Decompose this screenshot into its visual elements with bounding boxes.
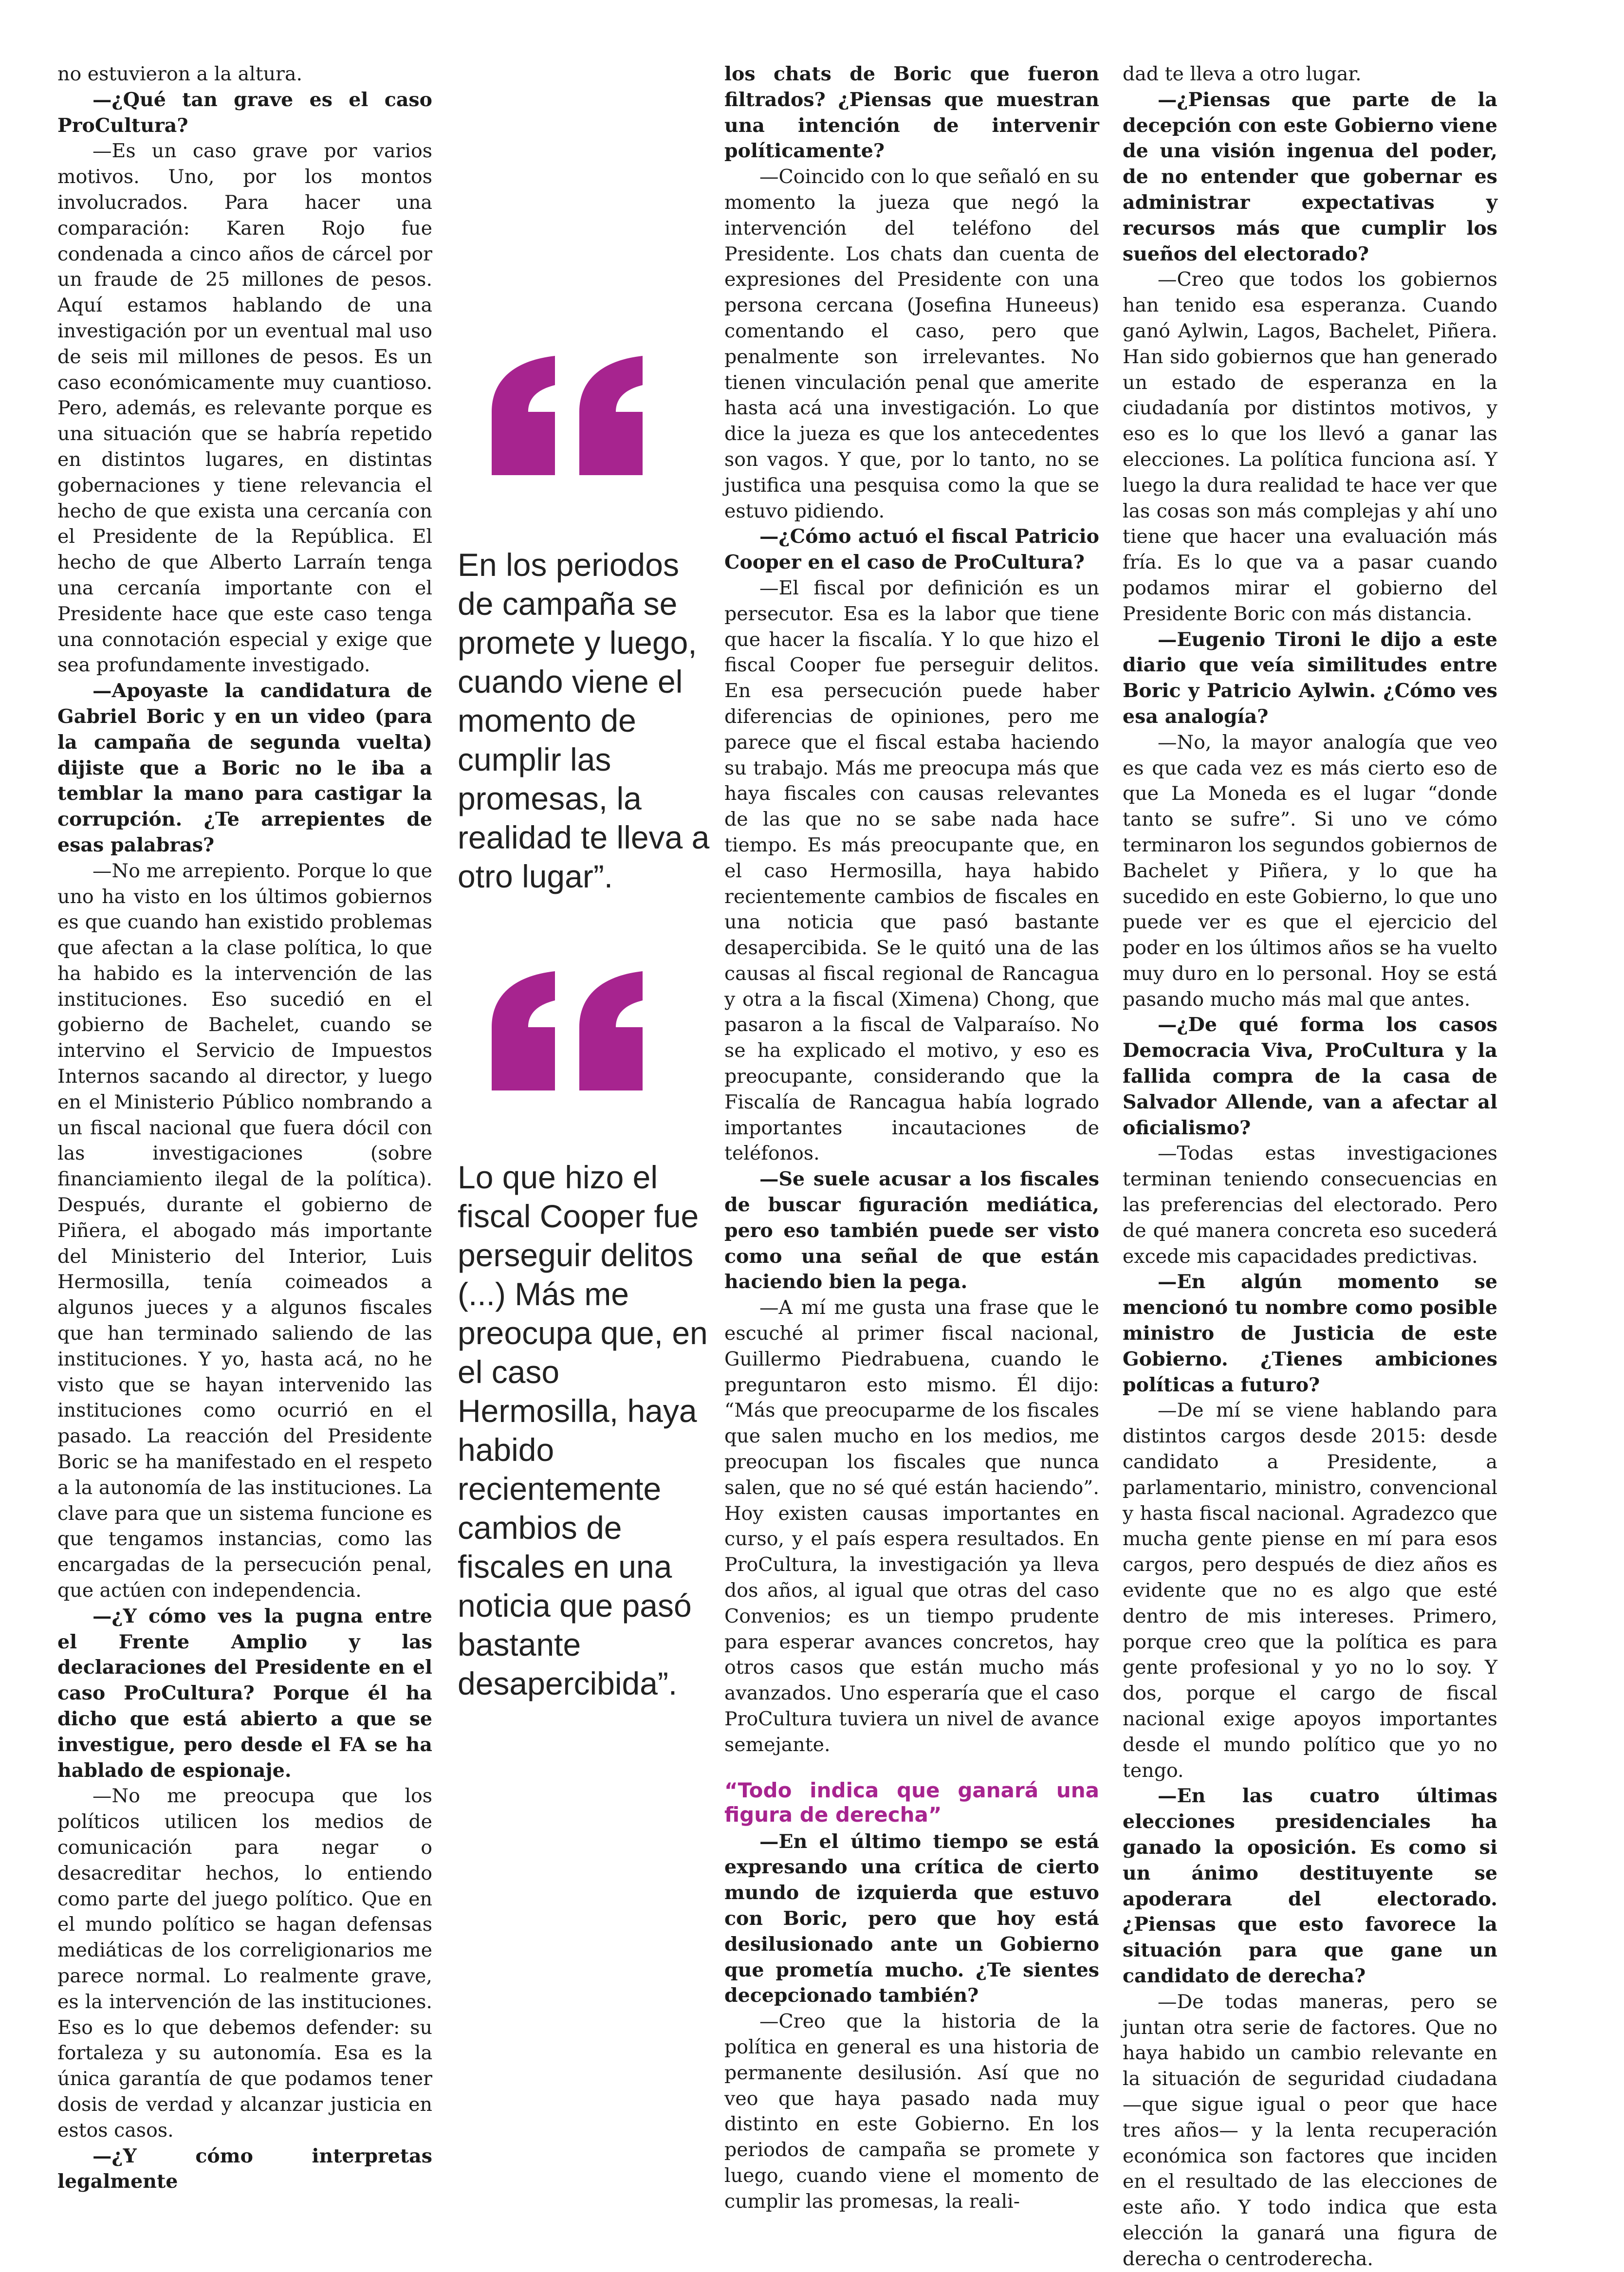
interview-paragraph: dad te lleva a otro lugar. (1123, 63, 1362, 85)
interview-question: —¿Piensas que parte de la decepción con este Gobierno viene de una visión ingenua del poder, de no entender que gobernar es administrar expectativas y recursos más que cumplir los sueños del electorado? (1123, 88, 1497, 265)
interview-question: —Apoyaste la candidatura de Gabriel Boric y en un video (para la campaña de segunda vuelta) dijiste que a Boric no le iba a temblar la mano para castigar la corrupción. ¿Te arrepientes de esas palabras? (57, 680, 432, 856)
interview-paragraph: —Es un caso grave por varios motivos. Uno, por los montos involucrados. Para hacer una comparación: Karen Rojo fue condenada a cinco años de cárcel por un fraude de 25 millones de pesos. Aquí estamos hablando de una investigación por un eventual mal uso de seis mil millones de pesos. Es un caso económicamente muy cuantioso. Pero, además, es relevante porque es una situación que se habría repetido en distintos lugares, en distintas gobernaciones y tiene relevancia el hecho de que exista una cercanía con el Presidente de la República. El hecho de que Alberto Larraín tenga una cercanía importante con el Presidente hace que este caso tenga una connotación especial y exige que sea profundamente investigado. (57, 140, 432, 677)
interview-question: —¿Y cómo ves la pugna entre el Frente Amplio y las declaraciones del Presidente en el caso ProCultura? Porque él ha dicho que está abierto a que se investigue, pero desde el FA se ha hablado de espionaje. (57, 1605, 432, 1782)
interview-paragraph: —El fiscal por definición es un persecutor. Esa es la labor que tiene que hacer la fiscalía. Y lo que hizo el fiscal Cooper fue perseguir delitos. En esa persecución puede haber diferencias de opiniones, pero me parece que el fiscal estaba haciendo su trabajo. Más me preocupa más que haya fiscales con causas relevantes de las que no se sabe nada hace tiempo. Es más preocupante que, en el caso Hermosilla, haya habido recientemente cambios de fiscales en una noticia que pasó bastante desapercibida. Se le quitó una de las causas al fiscal regional de Rancagua y otra a la fiscal (Ximena) Chong, que pasaron a la fiscal de Valparaíso. No se ha explicado el motivo, y eso es preocupante, considerando que la Fiscalía de Rancagua había logrado importantes incautaciones de teléfonos. (724, 576, 1099, 1165)
pull-quote-2: Lo que hizo el fiscal Cooper fue perseguir delitos (...) Más me preocupa que, en el caso Hermosilla, haya habido recientemente cambios de fiscales en una noticia que pasó bastante desapercibida”. (458, 1159, 708, 1701)
quotation-mark-icon (482, 353, 657, 480)
interview-paragraph: —No me arrepiento. Porque lo que uno ha visto en los últimos gobiernos es que cuando han existido problemas que afectan a la clase política, lo que ha habido es la intervención de las instituciones. Eso sucedió en el gobierno de Bachelet, cuando se intervino el Servicio de Impuestos Internos sacando al director, y luego en el Ministerio Público nombrando a un fiscal nacional que fuera dócil con las investigaciones (sobre financiamiento ilegal de la política). Después, durante el gobierno de Piñera, el abogado más importante del Ministerio del Interior, Luis Hermosilla, tenía coimeados a algunos jueces y a algunos fiscales que han terminado saliendo de las instituciones. Y yo, hasta acá, no he visto que se hayan intervenido las instituciones como ocurrió en el pasado. La reacción del Presidente Boric se ha manifestado en el respeto a la autonomía de las instituciones. La clave para que un sistema funcione es que tengamos instancias, como las encargadas de la persecución penal, que actúen con independencia. (57, 859, 432, 1602)
article-column-3 (724, 61, 1099, 2215)
interview-question: —¿Y cómo interpretas legalmente (57, 2144, 432, 2193)
interview-paragraph: —Creo que todos los gobiernos han tenido esa esperanza. Cuando ganó Aylwin, Lagos, Bachelet, Piñera. Han sido gobiernos que han generado un estado de esperanza en la ciudadanía por distintos motivos, y eso es lo que los llevó a ganar las elecciones. La política funciona así. Y luego la dura realidad te hace ver que las cosas son más complejas y ahí uno tiene que hacer una evaluación más fría. Es lo que va a pasar cuando podamos mirar el gobierno del Presidente Boric con más distancia. (1123, 268, 1497, 625)
interview-question: —En el último tiempo se está expresando una crítica de cierto mundo de izquierda que estuvo con Boric, pero que hoy está desilusionado ante un Gobierno que prometía mucho. ¿Te sientes decepcionado también? (724, 1830, 1099, 2007)
interview-paragraph: —Creo que la historia de la política en general es una historia de permanente desilusión. Así que no veo que haya pasado nada muy distinto en este Gobierno. En los periodos de campaña se promete y luego, cuando viene el momento de cumplir las promesas, la reali- (724, 2010, 1099, 2213)
section-subhead: “Todo indica que ganará una figura de derecha” (724, 1778, 1099, 1827)
interview-question: —¿De qué forma los casos Democracia Viva, ProCultura y la fallida compra de la casa de Salvador Allende, van a afectar al oficialismo? (1123, 1014, 1497, 1139)
pull-quote-1: En los periodos de campaña se promete y luego, cuando viene el momento de cumplir las promesas, la realidad te lleva a otro lugar”. (458, 547, 710, 894)
quotation-mark-icon (482, 969, 657, 1095)
interview-question: —En algún momento se mencionó tu nombre como posible ministro de Justicia de este Gobierno. ¿Tienes ambiciones políticas a futuro? (1123, 1271, 1497, 1396)
interview-paragraph: —De mí se viene hablando para distintos cargos desde 2015: desde candidato a Presidente, a parlamentario, ministro, convencional y hasta fiscal nacional. Agradezco que mucha gente piense en mí para esos cargos, pero después de diez años es evidente que no es algo que esté dentro de mis intereses. Primero, porque creo que la política es para gente profesional y yo no lo soy. Y dos, porque el cargo de fiscal nacional exige apoyos importantes desde el mundo político que yo no tengo. (1123, 1399, 1497, 1782)
interview-paragraph: —A mí me gusta una frase que le escuché al primer fiscal nacional, Guillermo Piedrabuena, cuando le preguntaron esto mismo. Él dijo: “Más que preocuparme de los fiscales que salen mucho en los medios, me preocupan los fiscales que nunca salen, que no sé qué están haciendo”. Hoy existen causas importantes en curso, y el país espera resultados. En ProCultura, la investigación ya lleva dos años, al igual que otras del caso Convenios; es un tiempo prudente para esperar avances concretos, hay otros casos que están mucho más avanzados. Uno esperaría que el caso ProCultura tuviera un nivel de avance semejante. (724, 1296, 1099, 1756)
interview-question: —Eugenio Tironi le dijo a este diario que veía similitudes entre Boric y Patricio Aylwin. ¿Cómo ves esa analogía? (1123, 628, 1497, 728)
interview-question: —Se suele acusar a los fiscales de buscar figuración mediática, pero eso también puede ser visto como una señal de que están haciendo bien la pega. (724, 1168, 1099, 1293)
interview-question: —¿Qué tan grave es el caso ProCultura? (57, 88, 432, 137)
interview-paragraph: —Coincido con lo que señaló en su momento la jueza que negó la intervención del teléfono del Presidente. Los chats dan cuenta de expresiones del Presidente con una persona cercana (Josefina Huneeus) comentando el caso, pero que penalmente son irrelevantes. No tienen vinculación penal que amerite hasta acá una investigación. Lo que dice la jueza es que los antecedentes son vagos. Y que, por lo tanto, no se justifica una pesquisa como la que se estuvo pidiendo. (724, 166, 1099, 522)
interview-paragraph: no estuvieron a la altura. (57, 63, 303, 85)
article-column-4 (1123, 61, 1497, 2272)
interview-question: —En las cuatro últimas elecciones presidenciales ha ganado la oposición. Es como si un ánimo destituyente se apoderara del electorado. ¿Piensas que esto favorece la situación para que gane un candidato de derecha? (1123, 1785, 1497, 1987)
interview-paragraph: —No me preocupa que los políticos utilicen los medios de comunicación para negar o desacreditar hechos, lo entiendo como parte del juego político. Que en el mundo político se hagan defensas mediáticas de los correligionarios me parece normal. Lo realmente grave, es la intervención de las instituciones. Eso es lo que debemos defender: su fortaleza y su autonomía. Esa es la única garantía de que podamos tener dosis de verdad y alcanzar justicia en estos casos. (57, 1785, 432, 2142)
interview-paragraph: —Todas estas investigaciones terminan teniendo consecuencias en las preferencias del electorado. Pero de qué manera concreta eso sucederá excede mis capacidades predictivas. (1123, 1142, 1497, 1268)
interview-paragraph: —No, la mayor analogía que veo es que cada vez es más cierto eso de que La Moneda es el lugar “donde tanto se sufre”. Si uno ve cómo terminaron los segundos gobiernos de Bachelet y Piñera, y lo que ha sucedido en este Gobierno, lo que uno puede ver es que el ejercicio del poder en los últimos años se ha vuelto muy duro en lo personal. Hoy se está pasando mucho más mal que antes. (1123, 731, 1497, 1011)
interview-question: —¿Cómo actuó el fiscal Patricio Cooper en el caso de ProCultura? (724, 525, 1099, 574)
interview-paragraph: —De todas maneras, pero se juntan otra serie de factores. Que no haya habido un cambio relevante en la situación de seguridad ciudadana —que sigue igual o peor que hace tres años— y la lenta recuperación económica son factores que inciden en el resultado de las elecciones de este año. Y todo indica que esta elección la ganará una figura de derecha o centroderecha. (1123, 1990, 1497, 2270)
article-column-1 (57, 61, 432, 2195)
interview-question: los chats de Boric que fueron filtrados? ¿Piensas que muestran una intención de intervenir políticamente? (724, 63, 1099, 163)
